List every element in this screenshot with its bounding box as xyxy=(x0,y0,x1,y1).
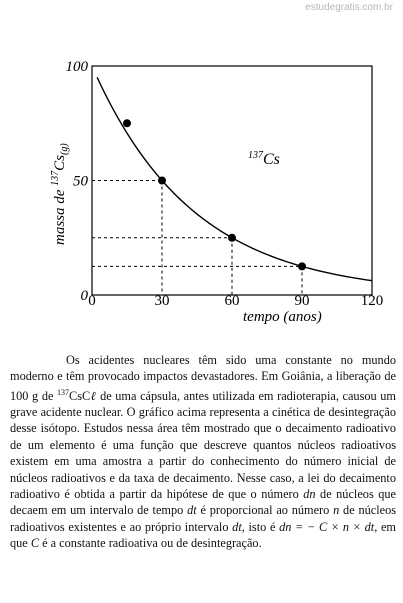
guide-lines xyxy=(92,181,302,296)
data-point-3 xyxy=(298,262,306,270)
x-tick-label: 90 xyxy=(294,293,310,309)
decay-curve xyxy=(97,77,372,280)
data-point-2 xyxy=(228,234,236,242)
isotope-annotation: $^{137}$Cs xyxy=(248,150,280,168)
x-tick-label: 0 xyxy=(88,293,96,309)
x-tick-label: 60 xyxy=(224,293,240,309)
body-paragraph: Os acidentes nucleares têm sido uma constante no mundo moderno e têm provocado impactos devastadores. Em Goiânia, a liberação de 100 g de $^{137}$CsCℓ de uma cápsula, antes utilizada em radioterapia, causou um grave acidente nuclear. O gráfico acima representa a cinética de desintegração desse isótopo. Estudos nessa área têm mostrado que o decaimento radioativo de um elemento é uma função que descreve quantos núcleos radioativos existem em uma amostra a partir do conhecimento do número inicial de núcleos radioativos e da taxa de decaimento. Nesse caso, a lei do decaimento radioativo é obtida a partir da hipótese de que o número dn de núcleos que decaem em um intervalo de tempo dt é proporcional ao número n de núcleos radioativos existentes e ao próprio intervalo dt, isto é dn = − C × n × dt, em que C é a constante radioativa ou de desintegração. xyxy=(10,353,397,550)
data-points xyxy=(123,119,306,270)
y-tick-label: 50 xyxy=(73,173,88,190)
data-point-1 xyxy=(158,177,166,185)
x-axis-label: tempo (anos) xyxy=(243,309,322,325)
data-point-0 xyxy=(123,119,131,127)
x-tick-label: 30 xyxy=(154,293,170,309)
watermark: estudegratis.com.br xyxy=(305,2,393,13)
y-tick-label: 100 xyxy=(65,59,88,75)
y-tick-label: 0 xyxy=(80,288,88,304)
y-axis-label: massa de $^{137}Cs_{(g)}$ xyxy=(50,143,70,245)
y-tick-labels xyxy=(66,59,89,304)
x-tick-label: 120 xyxy=(360,293,384,309)
